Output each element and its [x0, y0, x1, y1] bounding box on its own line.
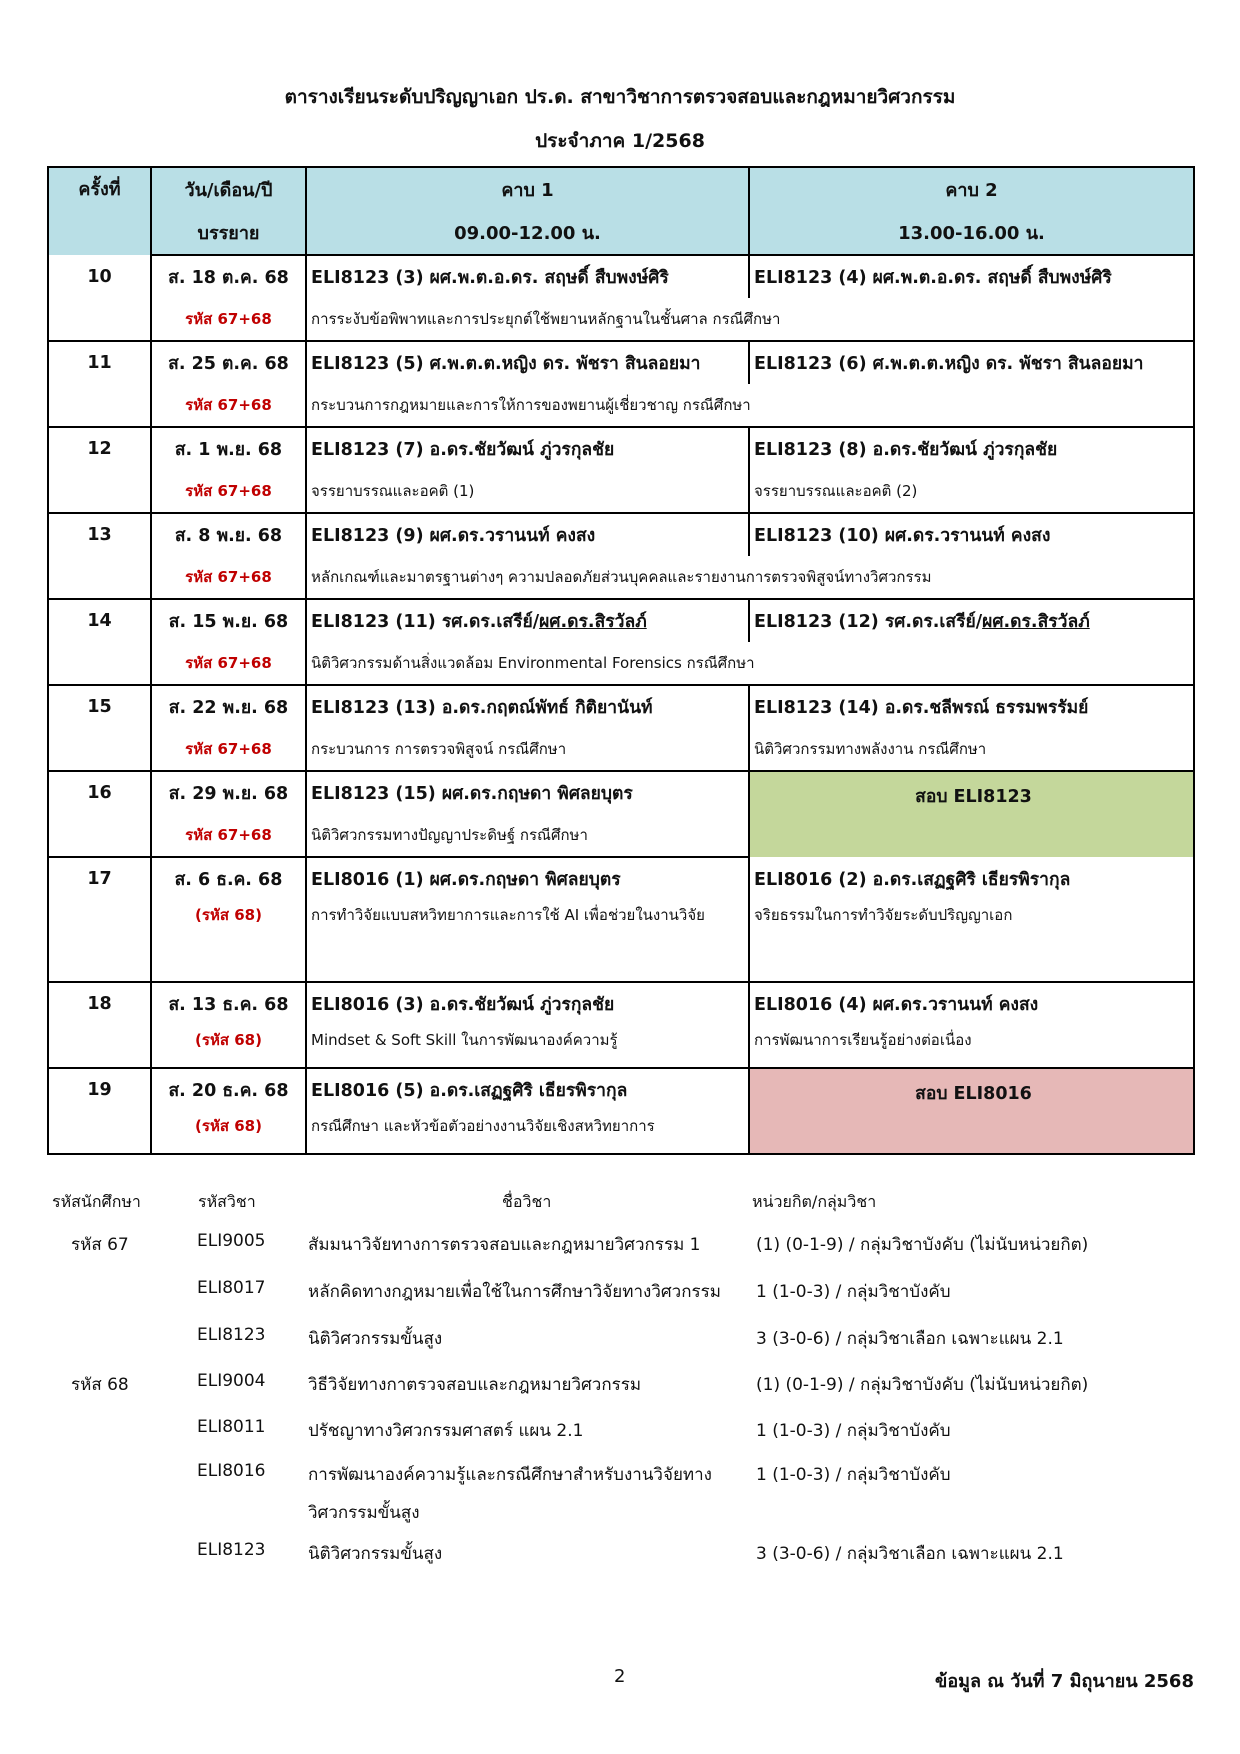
- period1-instructor-b: ผศ.ดร.สิรวัลภ์: [539, 612, 647, 632]
- session-number: 11: [48, 341, 151, 384]
- table-row-detail: [48, 298, 1194, 341]
- header-period2: คาบ 2: [749, 167, 1194, 211]
- legend-credit: (1) (0-1-9) / กลุ่มวิชาบังคับ (ไม่นับหน่วยกิต): [756, 1375, 1089, 1395]
- exam-cell: สอบ ELI8123: [749, 771, 1194, 857]
- period1-topic: Mindset & Soft Skill ในการพัฒนาองค์ความรู้: [306, 1025, 749, 1068]
- student-code: รหัส 67+68: [151, 556, 306, 599]
- legend-code: ELI8011: [197, 1417, 266, 1437]
- legend-code: ELI9004: [197, 1371, 266, 1391]
- table-row: [48, 427, 1194, 470]
- student-code: รหัส 67+68: [151, 470, 306, 513]
- period2-instructor: [749, 599, 1194, 642]
- document-title: ตารางเรียนระดับปริญญาเอก ปร.ด. สาขาวิชาการตรวจสอบและกฎหมายวิศวกรรม: [284, 86, 956, 108]
- session-date: ส. 22 พ.ย. 68: [151, 685, 306, 728]
- period1-topic: กรณีศึกษา และหัวข้อตัวอย่างงานวิจัยเชิงสหวิทยาการ: [306, 1111, 749, 1154]
- legend-header-credit: หน่วยกิต/กลุ่มวิชา: [752, 1192, 877, 1211]
- legend-group: รหัส 67: [71, 1235, 129, 1255]
- session-number: 17: [48, 857, 151, 900]
- student-code: (รหัส 68): [151, 1111, 306, 1154]
- session-number: 18: [48, 982, 151, 1025]
- period2-topic: การพัฒนาการเรียนรู้อย่างต่อเนื่อง: [749, 1025, 1194, 1068]
- header-date-sub: บรรยาย: [151, 211, 306, 255]
- legend-group: รหัส 68: [71, 1375, 129, 1395]
- period1-instructor: ELI8016 (1) ผศ.ดร.กฤษดา พิศลยบุตร: [306, 857, 749, 900]
- period1-instructor-a: ELI8123 (11) รศ.ดร.เสรีย์/: [311, 612, 540, 632]
- session-date: ส. 18 ต.ค. 68: [151, 255, 306, 298]
- legend-name: นิติวิศวกรรมขั้นสูง: [308, 1544, 443, 1564]
- student-code: รหัส 67+68: [151, 814, 306, 857]
- legend-code: ELI8017: [197, 1278, 266, 1298]
- legend-credit: 3 (3-0-6) / กลุ่มวิชาเลือก เฉพาะแผน 2.1: [756, 1544, 1064, 1564]
- legend-header-course-name: ชื่อวิชา: [502, 1192, 552, 1211]
- student-code: รหัส 67+68: [151, 298, 306, 341]
- header-period2-time: 13.00-16.00 น.: [749, 211, 1194, 255]
- period1-instructor: ELI8016 (5) อ.ดร.เสฏฐศิริ เธียรพิรากุล: [306, 1068, 749, 1111]
- session-number: 15: [48, 685, 151, 728]
- legend-credit: (1) (0-1-9) / กลุ่มวิชาบังคับ (ไม่นับหน่วยกิต): [756, 1235, 1089, 1255]
- session-number: 12: [48, 427, 151, 470]
- session-date: ส. 20 ธ.ค. 68: [151, 1068, 306, 1111]
- period2-instructor: ELI8123 (8) อ.ดร.ชัยวัฒน์ ภู่วรกุลชัย: [749, 427, 1194, 470]
- session-date: ส. 1 พ.ย. 68: [151, 427, 306, 470]
- period1-instructor: [306, 599, 749, 642]
- table-row: [48, 599, 1194, 642]
- header-row: [48, 167, 1194, 211]
- legend-code: ELI9005: [197, 1231, 266, 1251]
- period1-topic: กระบวนการ การตรวจพิสูจน์ กรณีศึกษา: [306, 728, 749, 771]
- table-row: [48, 341, 1194, 384]
- table-row: [48, 771, 1194, 814]
- legend-name-cont: วิศวกรรมขั้นสูง: [308, 1503, 420, 1523]
- legend-header-course-code: รหัสวิชา: [198, 1192, 256, 1211]
- session-date: ส. 6 ธ.ค. 68: [151, 857, 306, 900]
- legend-name: นิติวิศวกรรมขั้นสูง: [308, 1329, 443, 1349]
- period1-topic: นิติวิศวกรรมทางปัญญาประดิษฐ์ กรณีศึกษา: [306, 814, 749, 857]
- header-row-2: [48, 211, 1194, 255]
- period2-instructor: ELI8016 (2) อ.ดร.เสฏฐศิริ เธียรพิรากุล: [749, 857, 1194, 900]
- student-code: (รหัส 68): [151, 1025, 306, 1068]
- period2-instructor: ELI8123 (10) ผศ.ดร.วรานนท์ คงสง: [749, 513, 1194, 556]
- document-subtitle: ประจำภาค 1/2568: [535, 130, 705, 152]
- table-row-detail: [48, 900, 1194, 982]
- period2-instructor-b: ผศ.ดร.สิรวัลภ์: [982, 612, 1090, 632]
- period2-instructor: ELI8123 (6) ศ.พ.ต.ต.หญิง ดร. พัชรา สินลอยมา: [749, 341, 1194, 384]
- session-date: ส. 29 พ.ย. 68: [151, 771, 306, 814]
- legend-name: หลักคิดทางกฎหมายเพื่อใช้ในการศึกษาวิจัยทางวิศวกรรม: [308, 1282, 721, 1302]
- session-topic: การระงับข้อพิพาทและการประยุกต์ใช้พยานหลักฐานในชั้นศาล กรณีศึกษา: [306, 298, 1194, 341]
- session-date: ส. 8 พ.ย. 68: [151, 513, 306, 556]
- table-row: [48, 857, 1194, 900]
- session-number: 16: [48, 771, 151, 814]
- table-row-detail: [48, 1025, 1194, 1068]
- period2-topic: นิติวิศวกรรมทางพลังงาน กรณีศึกษา: [749, 728, 1194, 771]
- student-code: รหัส 67+68: [151, 728, 306, 771]
- period2-instructor-a: ELI8123 (12) รศ.ดร.เสรีย์/: [754, 612, 983, 632]
- header-date: วัน/เดือน/ปี: [151, 167, 306, 211]
- student-code: รหัส 67+68: [151, 642, 306, 685]
- exam-cell: สอบ ELI8016: [749, 1068, 1194, 1154]
- period2-topic: จริยธรรมในการทำวิจัยระดับปริญญาเอก: [749, 900, 1194, 982]
- session-number: 13: [48, 513, 151, 556]
- legend-code: ELI8123: [197, 1540, 266, 1560]
- table-row: [48, 513, 1194, 556]
- legend-code: ELI8123: [197, 1325, 266, 1345]
- period2-instructor: ELI8123 (4) ผศ.พ.ต.อ.ดร. สฤษดิ์ สืบพงษ์ศิริ: [749, 255, 1194, 298]
- period1-instructor: ELI8123 (9) ผศ.ดร.วรานนท์ คงสง: [306, 513, 749, 556]
- legend-credit: 1 (1-0-3) / กลุ่มวิชาบังคับ: [756, 1282, 951, 1302]
- table-row-detail: [48, 384, 1194, 427]
- table-row-detail: [48, 556, 1194, 599]
- table-row-detail: [48, 642, 1194, 685]
- legend-credit: 1 (1-0-3) / กลุ่มวิชาบังคับ: [756, 1421, 951, 1441]
- page-number: 2: [614, 1666, 626, 1687]
- legend-name: วิธีวิจัยทางกาตรวจสอบและกฎหมายวิศวกรรม: [308, 1375, 642, 1395]
- session-topic: กระบวนการกฎหมายและการให้การของพยานผู้เชี่ยวชาญ กรณีศึกษา: [306, 384, 1194, 427]
- table-row: [48, 255, 1194, 298]
- legend-credit: 1 (1-0-3) / กลุ่มวิชาบังคับ: [756, 1465, 951, 1485]
- session-number: 14: [48, 599, 151, 642]
- period1-instructor: ELI8016 (3) อ.ดร.ชัยวัฒน์ ภู่วรกุลชัย: [306, 982, 749, 1025]
- table-row: [48, 982, 1194, 1025]
- header-session: ครั้งที่: [48, 167, 151, 255]
- period1-topic: จรรยาบรรณและอคติ (1): [306, 470, 749, 513]
- period2-instructor: ELI8016 (4) ผศ.ดร.วรานนท์ คงสง: [749, 982, 1194, 1025]
- table-row: [48, 685, 1194, 728]
- legend-name: สัมมนาวิจัยทางการตรวจสอบและกฎหมายวิศวกรรม 1: [308, 1235, 701, 1255]
- student-code: (รหัส 68): [151, 900, 306, 982]
- session-topic: หลักเกณฑ์และมาตรฐานต่างๆ ความปลอดภัยส่วนบุคคลและรายงานการตรวจพิสูจน์ทางวิศวกรรม: [306, 556, 1194, 599]
- period1-instructor: ELI8123 (5) ศ.พ.ต.ต.หญิง ดร. พัชรา สินลอยมา: [306, 341, 749, 384]
- data-date-note: ข้อมูล ณ วันที่ 7 มิถุนายน 2568: [935, 1671, 1194, 1692]
- student-code: รหัส 67+68: [151, 384, 306, 427]
- header-period1-time: 09.00-12.00 น.: [306, 211, 749, 255]
- legend-name: ปรัชญาทางวิศวกรรมศาสตร์ แผน 2.1: [308, 1421, 584, 1441]
- legend-credit: 3 (3-0-6) / กลุ่มวิชาเลือก เฉพาะแผน 2.1: [756, 1329, 1064, 1349]
- legend-code: ELI8016: [197, 1461, 266, 1481]
- session-number: 19: [48, 1068, 151, 1111]
- table-row-detail: [48, 470, 1194, 513]
- schedule-table: [47, 166, 1195, 1155]
- table-row-detail: [48, 728, 1194, 771]
- period1-instructor: ELI8123 (7) อ.ดร.ชัยวัฒน์ ภู่วรกุลชัย: [306, 427, 749, 470]
- session-topic: นิติวิศวกรรมด้านสิ่งแวดล้อม Environmental Forensics กรณีศึกษา: [306, 642, 1194, 685]
- header-period1: คาบ 1: [306, 167, 749, 211]
- legend-header-student-code: รหัสนักศึกษา: [52, 1192, 141, 1211]
- legend-name: การพัฒนาองค์ความรู้และกรณีศึกษาสำหรับงานวิจัยทาง: [308, 1465, 712, 1485]
- period2-instructor: ELI8123 (14) อ.ดร.ชลีพรณ์ ธรรมพรรัมย์: [749, 685, 1194, 728]
- session-date: ส. 13 ธ.ค. 68: [151, 982, 306, 1025]
- session-number: 10: [48, 255, 151, 298]
- period2-topic: จรรยาบรรณและอคติ (2): [749, 470, 1194, 513]
- table-row: [48, 1068, 1194, 1111]
- period1-instructor: ELI8123 (3) ผศ.พ.ต.อ.ดร. สฤษดิ์ สืบพงษ์ศิริ: [306, 255, 749, 298]
- period1-topic: การทำวิจัยแบบสหวิทยาการและการใช้ AI เพื่อช่วยในงานวิจัย: [306, 900, 749, 982]
- period1-instructor: ELI8123 (15) ผศ.ดร.กฤษดา พิศลยบุตร: [306, 771, 749, 814]
- period1-instructor: ELI8123 (13) อ.ดร.กฤตณ์พัทธ์ กิติยานันท์: [306, 685, 749, 728]
- session-date: ส. 15 พ.ย. 68: [151, 599, 306, 642]
- session-date: ส. 25 ต.ค. 68: [151, 341, 306, 384]
